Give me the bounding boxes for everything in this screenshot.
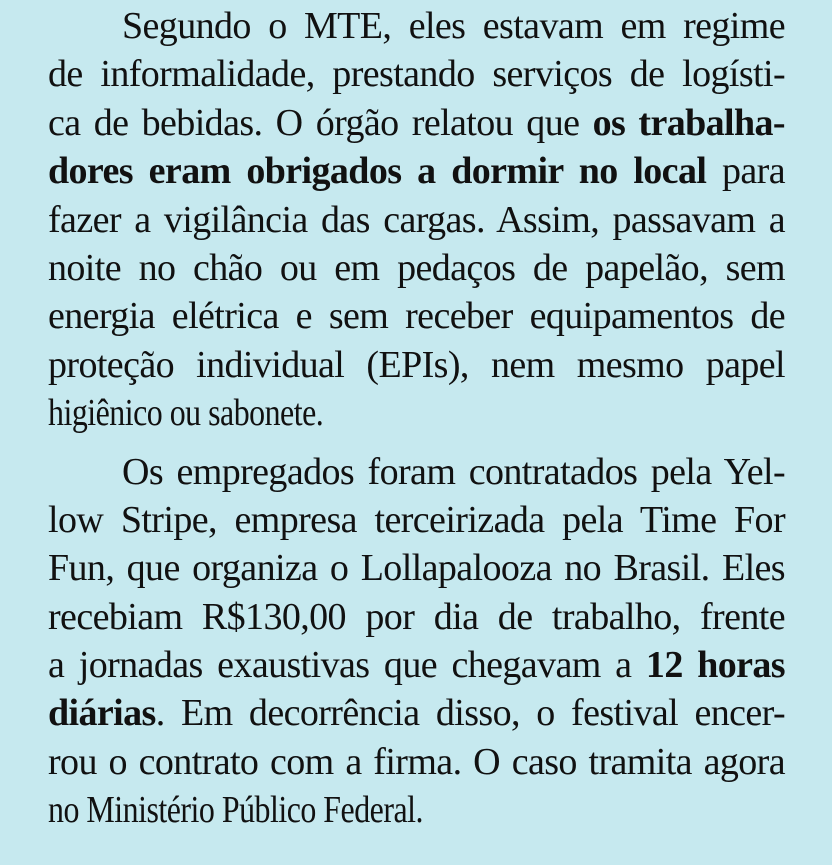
text-line [48,689,785,737]
text-run: ca de bebidas. O órgão relatou que [48,101,593,144]
bold-text-run: os trabalha- [592,101,785,144]
text-run: fazer a vigilância das cargas. Assim, passavam a [48,198,785,241]
text-run: Segundo o MTE, eles estavam em regime [122,5,785,47]
text-line [48,786,667,834]
text-line [48,99,785,147]
article-body [48,0,785,835]
text-run: Os empregados foram contratados pela Yel- [122,450,785,493]
text-line [48,593,785,641]
text-line [48,292,785,340]
text-line [48,196,785,244]
text-run: a jornadas exaustivas que chegavam a [48,644,646,687]
bold-text-run: diárias [48,692,156,735]
text-run: rou o contrato com a firma. O caso tramita agora [48,740,785,783]
text-line [48,641,785,689]
text-run: low Stripe, empresa terceirizada pela Time For [48,498,785,541]
text-line [48,496,785,544]
text-run: higiênico ou sabonete. [48,392,324,435]
text-run: no Ministério Público Federal. [48,789,423,832]
text-line [48,448,785,496]
text-line [48,341,785,389]
text-run: Fun, que organiza o Lollapalooza no Brasil. Eles [48,547,785,590]
text-line [48,389,667,437]
text-line [48,544,785,592]
bold-text-run: 12 horas [645,644,785,687]
text-run: . Em decorrência disso, o festival encer- [155,692,785,735]
text-run: de informalidade, prestando serviços de logísti- [48,53,785,96]
text-run: para [706,150,785,193]
bold-text-run: dores eram obrigados a dormir no local [48,150,707,193]
paragraph-2 [48,438,785,835]
paragraph-1 [48,0,785,438]
text-run: recebiam R$130,00 por dia de trabalho, frente [48,595,785,638]
text-run: noite no chão ou em pedaços de papelão, sem [48,246,785,289]
text-line [48,50,785,98]
text-line [48,147,785,195]
text-line [48,738,785,786]
text-line [48,244,785,292]
text-run: energia elétrica e sem receber equipamentos de [48,295,785,338]
text-line [48,2,785,50]
text-run: proteção individual (EPIs), nem mesmo papel [48,343,785,386]
